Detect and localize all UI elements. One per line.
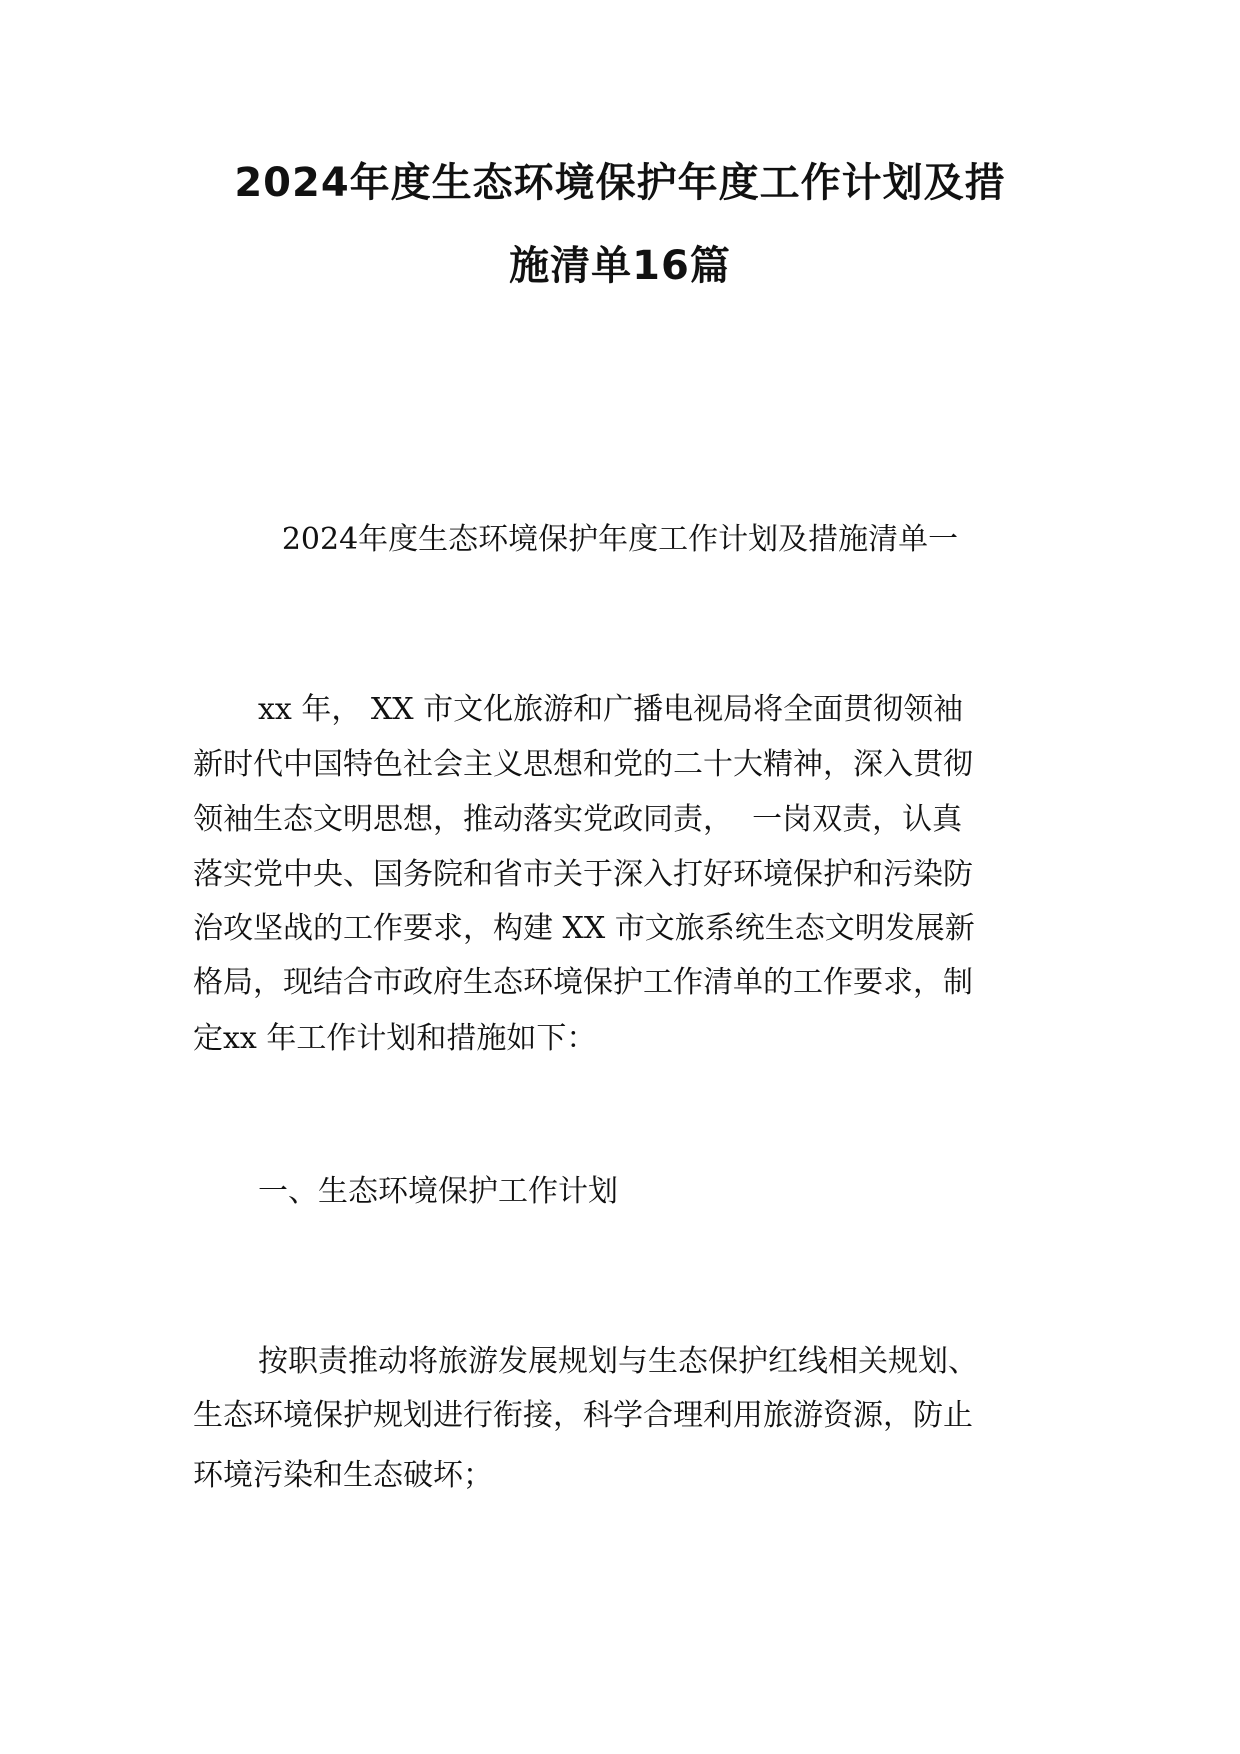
paragraph-line: 新时代中国特色社会主义思想和党的二十大精神，深入贯彻 [193,747,973,782]
paragraph-line: 领袖生态文明思想，推动落实党政同责， 一岗双责，认真 [193,802,963,837]
document-subtitle: 2024年度生态环境保护年度工作计划及措施清单一 [281,522,959,557]
paragraph-line: 按职责推动将旅游发展规划与生态保护红线相关规划、 [258,1344,978,1379]
document-title-line-1: 2024年度生态环境保护年度工作计划及措 [234,160,1006,206]
paragraph-line: 环境污染和生态破坏； [193,1458,493,1493]
paragraph-line: xx 年， XX 市文化旅游和广播电视局将全面贯彻领袖 [258,692,964,727]
section-heading: 一、生态环境保护工作计划 [258,1174,618,1209]
paragraph-line: 格局，现结合市政府生态环境保护工作清单的工作要求，制 [193,965,973,1000]
paragraph-line: 落实党中央、国务院和省市关于深入打好环境保护和污染防 [193,857,973,892]
paragraph-line: 定xx 年工作计划和措施如下： [193,1021,597,1056]
paragraph-line: 治攻坚战的工作要求，构建 XX 市文旅系统生态文明发展新 [193,911,975,946]
document-title-line-2: 施清单16篇 [509,243,731,289]
paragraph-line: 生态环境保护规划进行衔接，科学合理利用旅游资源，防止 [193,1398,973,1433]
